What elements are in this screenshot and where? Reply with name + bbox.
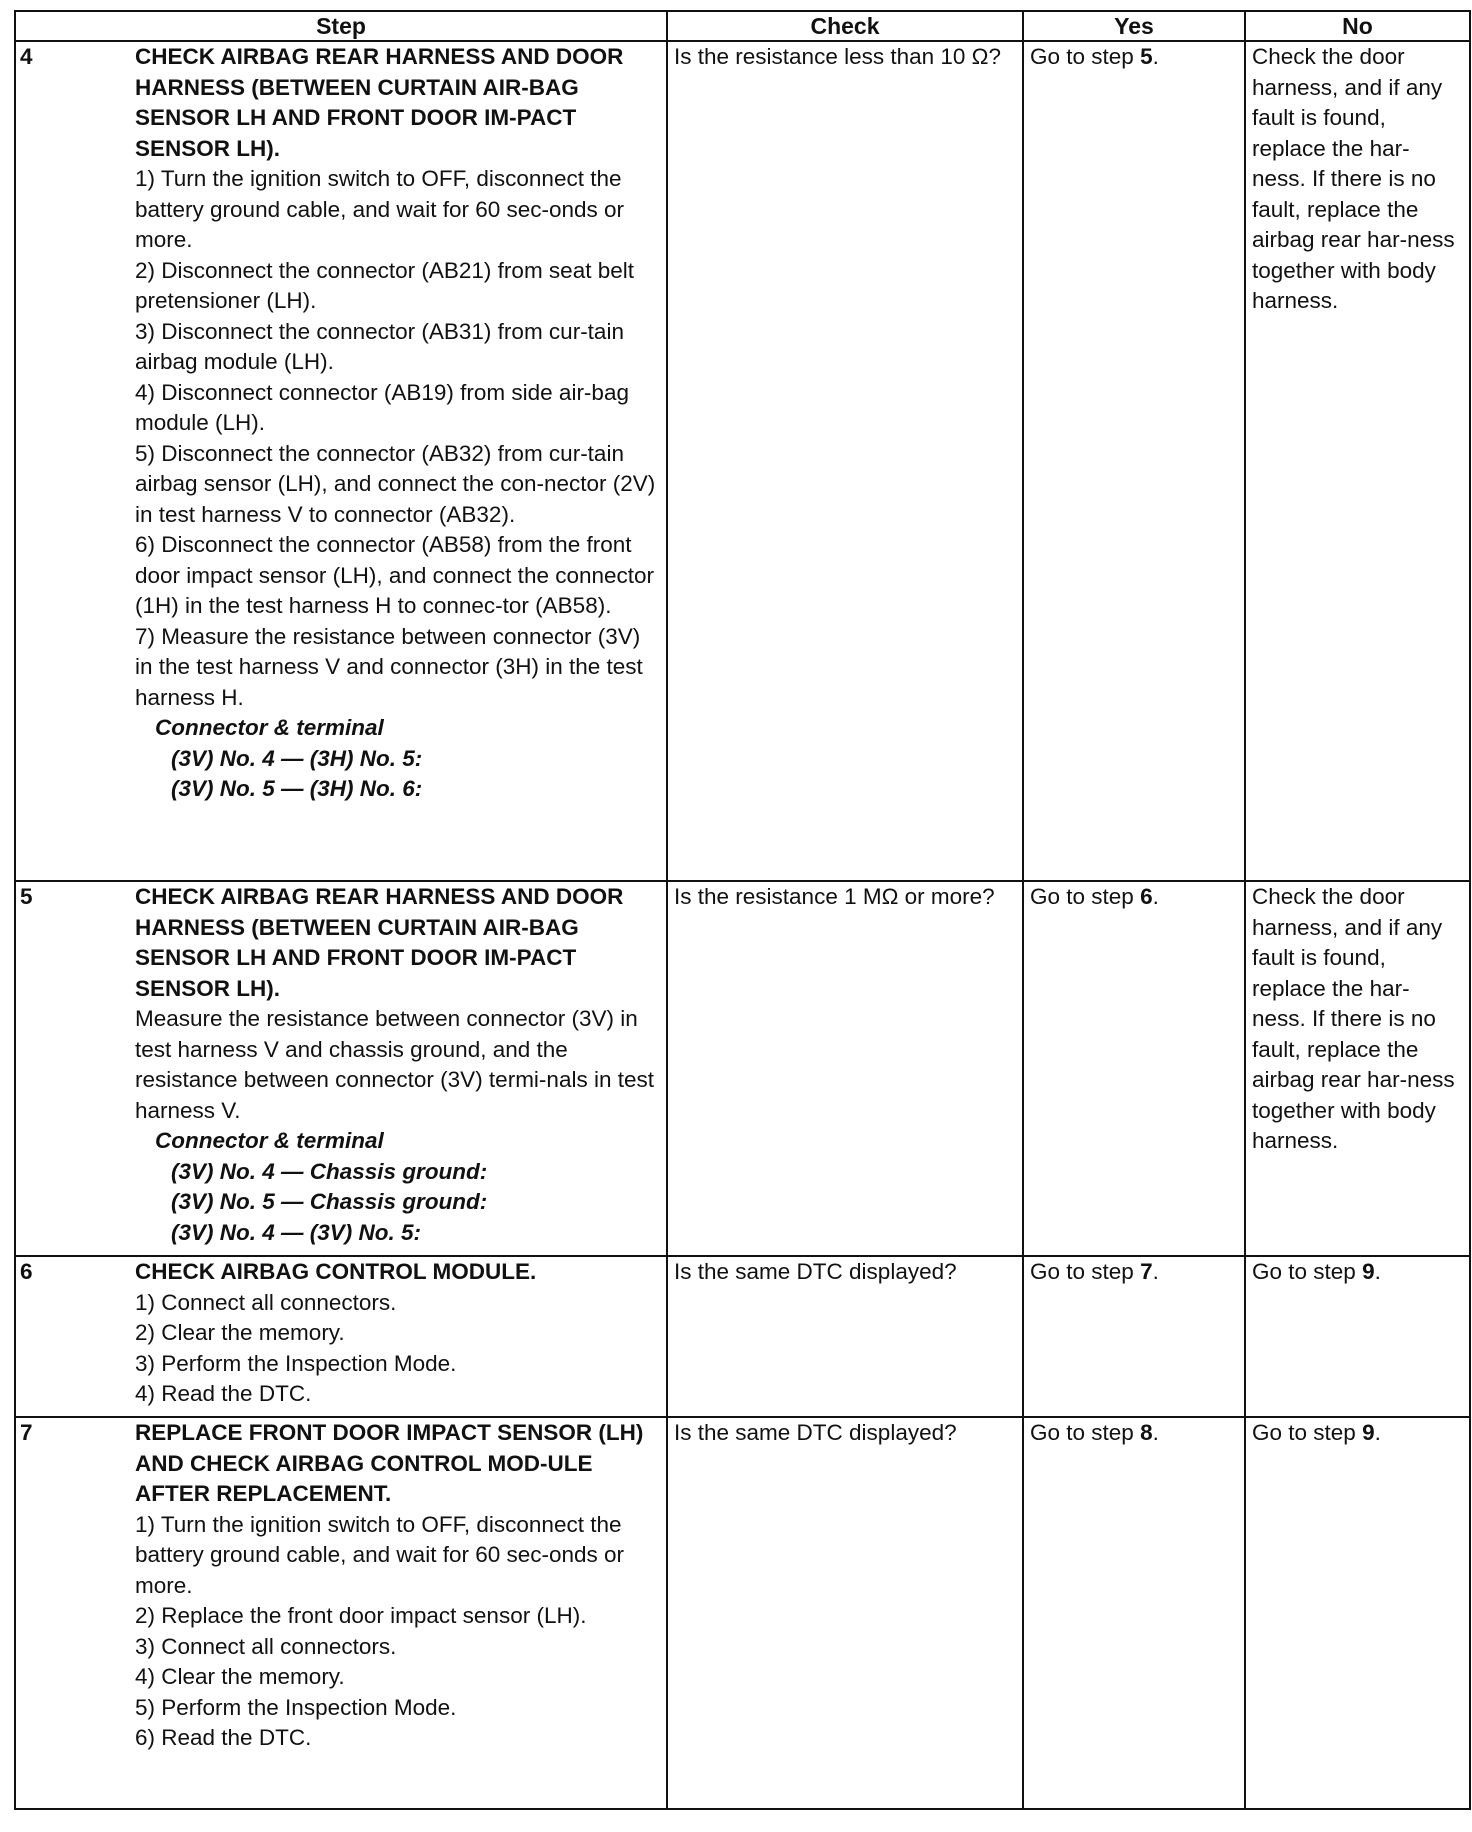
terminal-spec: (3V) No. 4 — (3H) No. 5: [171,745,423,771]
check-cell: Is the same DTC displayed? [667,1417,1023,1809]
no-cell [1245,1256,1470,1417]
yes-step-ref: 6 [1140,884,1153,909]
header-row [15,11,1470,41]
step-instruction: Measure the resistance between connector (3V) in test harness V and chassis ground, and the resistance between connector (3V) termi-nals in test harness V. [135,1006,654,1123]
step-instruction: 2) Replace the front door impact sensor (LH). [135,1603,587,1628]
header-step: Step [15,11,667,41]
step-number: 4 [15,41,135,881]
step-instruction: 6) Disconnect the connector (AB58) from the front door impact sensor (LH), and connect the connector (1H) in the test harness H to connec-tor (AB58). [135,532,655,618]
terminal-spec: (3V) No. 5 — Chassis ground: [171,1189,488,1214]
step-instruction: 1) Connect all connectors. [135,1289,397,1315]
table-row [15,1417,1470,1809]
table-row [15,1256,1470,1417]
step-cell [135,881,667,1256]
step-instruction: 1) Turn the ignition switch to OFF, disconnect the battery ground cable, and wait for 60 sec-onds or more. [135,166,625,252]
yes-prefix: Go to step [1030,44,1141,69]
table-row [15,881,1470,1256]
step-instruction: 4) Read the DTC. [135,1381,312,1406]
yes-step-ref: 8 [1140,1420,1153,1445]
step-title: CHECK AIRBAG CONTROL MODULE. [135,1259,537,1284]
yes-step-ref: 7 [1140,1259,1153,1284]
yes-cell [1023,881,1245,1256]
step-instruction: 3) Connect all connectors. [135,1633,397,1659]
step-instruction: 2) Disconnect the connector (AB21) from seat belt pretensioner (LH). [135,257,634,313]
no-step-ref: 9 [1362,1420,1375,1445]
step-instruction: 3) Disconnect the connector (AB31) from cur-tain airbag module (LH). [135,318,624,374]
step-instruction: 6) Read the DTC. [135,1725,312,1750]
step-instruction: 1) Turn the ignition switch to OFF, disconnect the battery ground cable, and wait for 60 sec-onds or more. [135,1511,625,1598]
yes-prefix: Go to step [1030,884,1141,909]
header-yes: Yes [1023,11,1245,41]
yes-prefix: Go to step [1030,1420,1141,1445]
no-suffix: . [1374,1259,1381,1284]
yes-cell [1023,41,1245,881]
no-suffix: . [1374,1420,1381,1445]
connector-terminal-label: Connector & terminal [155,1128,384,1153]
step-title: CHECK AIRBAG REAR HARNESS AND DOOR HARNESS (BETWEEN CURTAIN AIR-BAG SENSOR LH AND FRONT DOOR IM-PACT SENSOR LH). [135,884,624,1001]
no-cell: Check the door harness, and if any fault is found, replace the har-ness. If there is no fault, replace the airbag rear har-ness together with body harness. [1245,881,1470,1256]
check-cell: Is the same DTC displayed? [667,1256,1023,1417]
yes-cell [1023,1417,1245,1809]
no-cell: Check the door harness, and if any fault is found, replace the har-ness. If there is no fault, replace the airbag rear har-ness together with body harness. [1245,41,1470,881]
yes-suffix: . [1152,1259,1159,1284]
terminal-spec: (3V) No. 4 — Chassis ground: [171,1158,488,1184]
step-cell [135,1417,667,1809]
step-title: CHECK AIRBAG REAR HARNESS AND DOOR HARNESS (BETWEEN CURTAIN AIR-BAG SENSOR LH AND FRONT DOOR IM-PACT SENSOR LH). [135,44,624,161]
step-cell [135,1256,667,1417]
step-instruction: 5) Disconnect the connector (AB32) from cur-tain airbag sensor (LH), and connect the con-nector (2V) in test harness V to connector (AB32). [135,440,656,527]
header-check: Check [667,11,1023,41]
step-number: 6 [15,1256,135,1417]
terminal-spec: (3V) No. 4 — (3V) No. 5: [171,1219,422,1245]
yes-cell [1023,1256,1245,1417]
step-number: 5 [15,881,135,1256]
check-cell: Is the resistance less than 10 Ω? [667,41,1023,881]
no-step-ref: 9 [1362,1259,1375,1284]
step-number: 7 [15,1417,135,1809]
step-cell [135,41,667,881]
header-no: No [1245,11,1470,41]
no-prefix: Go to step [1252,1420,1363,1445]
table-row [15,41,1470,881]
yes-suffix: . [1152,1420,1159,1445]
check-cell: Is the resistance 1 MΩ or more? [667,881,1023,1256]
step-instruction: 2) Clear the memory. [135,1320,345,1345]
step-instruction: 7) Measure the resistance between connector (3V) in the test harness V and connector (3H) in the test harness H. [135,623,643,710]
step-instruction: 4) Disconnect connector (AB19) from side air-bag module (LH). [135,379,629,435]
yes-suffix: . [1152,884,1159,909]
yes-prefix: Go to step [1030,1259,1141,1284]
terminal-spec: (3V) No. 5 — (3H) No. 6: [171,776,423,801]
yes-step-ref: 5 [1140,44,1153,69]
no-cell [1245,1417,1470,1809]
yes-suffix: . [1152,44,1159,69]
no-prefix: Go to step [1252,1259,1363,1284]
diagnostic-table [14,10,1471,1810]
connector-terminal-label: Connector & terminal [155,715,384,740]
step-instruction: 3) Perform the Inspection Mode. [135,1350,457,1376]
step-instruction: 4) Clear the memory. [135,1664,345,1689]
step-title: REPLACE FRONT DOOR IMPACT SENSOR (LH) AND CHECK AIRBAG CONTROL MOD-ULE AFTER REPLACEMENT. [135,1420,644,1506]
step-instruction: 5) Perform the Inspection Mode. [135,1694,457,1720]
